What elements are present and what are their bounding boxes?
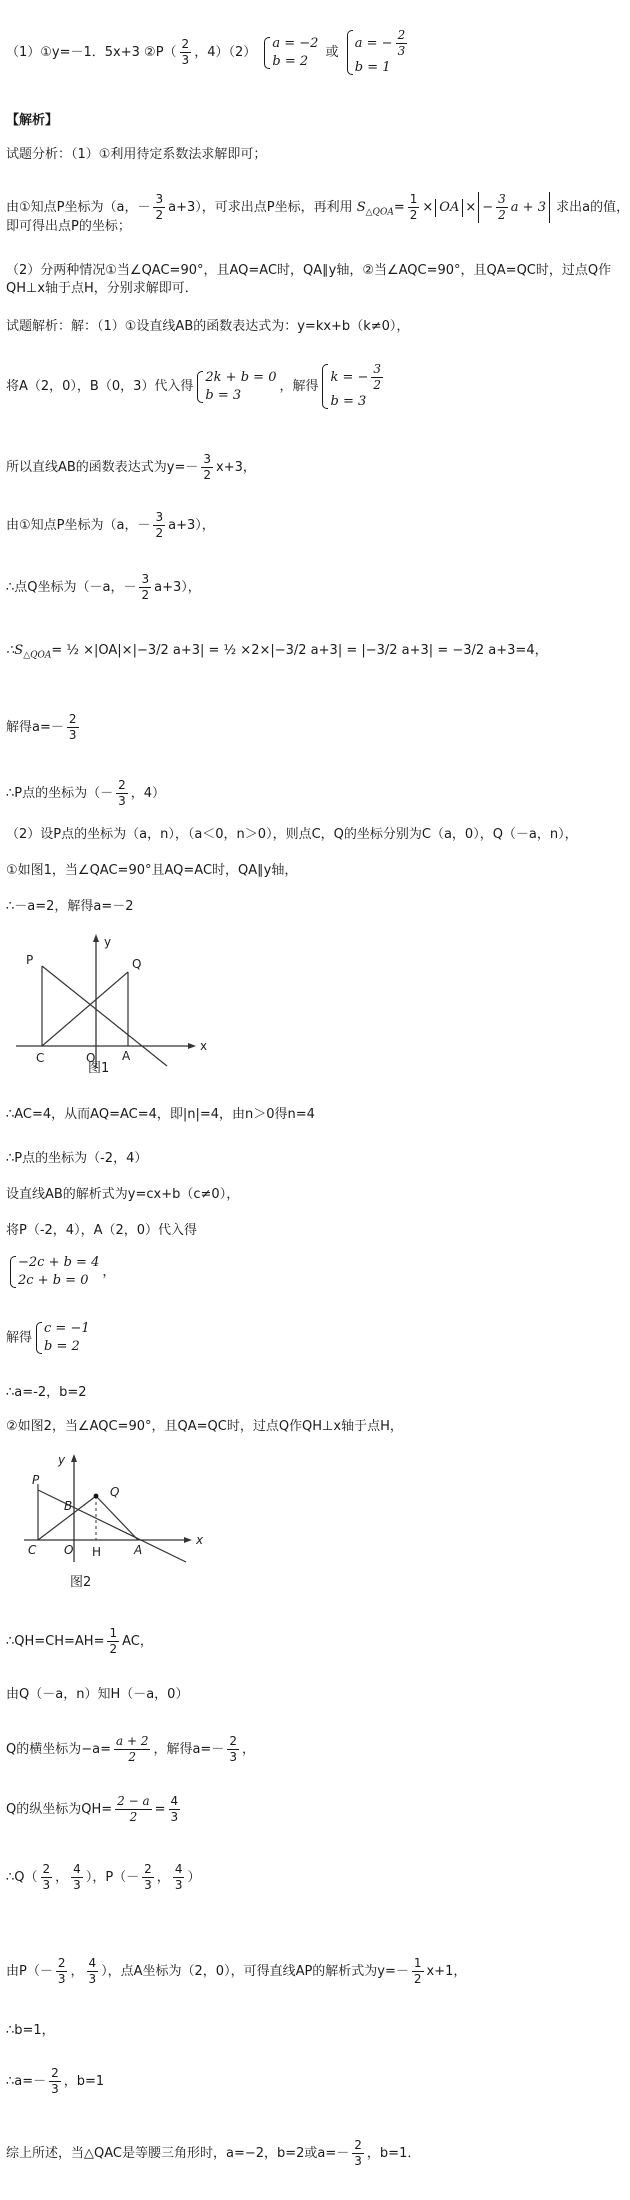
area-symbol: ∴S [6,643,24,658]
frac-den: 2 [141,588,150,602]
fig1-label-y: y [104,935,112,949]
fig2-label-q: Q [110,1485,120,1499]
fig2-y-arrow [71,1454,77,1462]
text: × [422,200,434,215]
solution-line-24 [6,1862,200,1893]
fraction [153,510,165,541]
solution-line-2 [6,362,389,411]
text: a+3）， [154,580,201,595]
fraction [169,1794,181,1825]
text: ， [156,1870,170,1885]
answer-part1: （1）①y=－1．5x+3 ②P（ [6,45,177,60]
figure-1 [12,928,212,1078]
solution-line-9: （2）设P点的坐标为（a，n），（a＜0，n＞0），则点C，Q的坐标分别为C（a，0），Q（－a，n）， [6,827,578,842]
frac-den: 2 [203,468,212,482]
system [35,1320,90,1356]
analysis-line-1: 试题分析：（1）①利用待定系数法求解即可； [6,147,267,162]
text: x+1， [426,1964,467,1979]
text: ， [70,1964,84,1979]
abs-expression: − $\frac{3}{2}$ a + 3 [478,192,550,223]
frac-den: 2 [413,1972,422,1986]
fig1-label-a: A [122,1049,131,1063]
area-subscript: △QOA [365,207,394,218]
solution-line-8 [6,778,165,809]
text: ∴Q（ [6,1870,38,1885]
solution-line-23 [6,1794,183,1825]
frac-num: 4 [170,1794,179,1808]
answer-line [6,28,413,77]
solution-line-5 [6,572,201,603]
frac-num: 1 [109,1626,118,1640]
fig2-label-c: C [28,1543,37,1557]
frac-den: 2 [109,1642,118,1656]
text: 由①知点P坐标为（a，－ [6,200,151,215]
fraction [87,1956,99,1987]
frac-den: 3 [57,1972,66,1986]
text: 所以直线AB的函数表达式为y=－ [6,460,199,475]
frac-num: 2 [42,1862,51,1876]
frac-num: 4 [88,1956,97,1970]
fraction [201,452,213,483]
text: ，b=1 [63,2074,105,2089]
frac-den: 3 [88,1972,97,1986]
text: 解得a=－ [6,720,64,735]
area-symbol: S [356,200,366,215]
fig1-line-pa [42,966,167,1066]
text: 由①知点P坐标为（a，－ [6,518,151,533]
solution-line-12: ∴AC=4，从而AQ=AC=4，即|n|=4，由n＞0得n=4 [6,1107,315,1122]
fraction [67,712,79,743]
text: = [393,200,405,215]
sys-row: −2c + b = 4 [18,1255,100,1270]
fig1-x-arrow [188,1043,196,1049]
text: 将A（2，0），B（0，3）代入得 [6,379,194,394]
text: Q的纵坐标为QH= [6,1802,113,1817]
text: ∴a=－ [6,2074,47,2089]
fraction [153,192,165,223]
solution-line-13: ∴P点的坐标为（-2，4） [6,1151,148,1166]
fraction [41,1862,53,1893]
text: ∴P点的坐标为（－ [6,786,114,801]
frac-den: 3 [118,794,126,808]
text: a + 3 [510,200,546,215]
text: ， [55,1870,69,1885]
frac-num: 4 [73,1862,81,1876]
frac-den: 2 [498,208,506,222]
sys2-fraction [396,28,408,59]
frac-num: 3 [203,452,212,466]
sys-row [330,362,386,393]
sys-row [355,28,410,59]
frac-num: 2 [68,712,77,726]
fraction [408,192,420,223]
frac-den: 2 [129,1810,138,1824]
text: ， [241,1742,255,1757]
solution-line-26: ∴b=1， [6,2023,55,2038]
system [321,362,386,411]
frac-den: 2 [155,208,164,222]
system [9,1254,99,1290]
fraction [49,2066,61,2097]
solution-line-6 [6,642,548,665]
frac-num: 3 [373,362,382,376]
solution-line-22 [6,1734,255,1765]
frac-den: 3 [181,53,190,67]
frac-num: 2 [181,37,190,51]
text: a+3），可求出点P坐标，再利用 [168,200,353,215]
text: ），点A坐标为（2，0），可得直线AP的解析式为y=－ [101,1964,409,1979]
fraction [142,1862,154,1893]
fraction [173,1862,185,1893]
sys2-a: a = − [354,36,393,51]
sys-row: b = 2 [272,53,309,69]
text: ， [102,1264,116,1280]
answer-p-fraction [180,37,192,68]
frac-den: 2 [155,526,164,540]
solution-line-19: ②如图2，当∠AQC=90°，且QA=QC时，过点Q作QH⊥x轴于点H， [6,1419,403,1434]
text: ） [187,1870,201,1885]
fig2-label-x: x [196,1533,204,1547]
sys-row: 2k + b = 0 [205,369,277,385]
fig2-point-q [94,1494,99,1499]
text: ，4） [130,786,166,801]
frac-den: 2 [409,208,418,222]
text: k = − [330,370,369,385]
frac-den: 3 [354,2154,362,2168]
frac-num: 2 [229,1734,237,1748]
fraction [56,1956,68,1987]
frac-num: 4 [174,1862,183,1876]
fraction [371,362,383,393]
area-computation: = ½ ×|OA|×|−3/2 a+3| = ½ ×2×|−3/2 a+3| = |−3/2 a+3| = −3/2 a+3=4， [51,643,548,658]
fraction [412,1956,424,1987]
abs-oa: OA [435,199,463,217]
text: × [465,200,477,215]
solution-line-20 [6,1626,153,1657]
frac-num: a + 2 [115,1734,149,1748]
text: 综上所述，当△QAC是等腰三角形时，a=−2，b=2或a=－ [6,2146,350,2161]
fraction [139,572,151,603]
system [196,369,276,405]
text: Q的横坐标为−a= [6,1742,111,1757]
sys-row: a = −2 [272,35,319,51]
fraction [352,2138,364,2169]
area-subscript: △QOA [23,650,52,661]
frac-den: 3 [174,1878,183,1892]
frac-num: 3 [141,572,150,586]
fig1-line-cq [42,972,128,1046]
fig2-x-arrow [184,1537,192,1543]
fig2-label-y: y [58,1453,66,1467]
text: ，解得 [279,379,319,394]
frac-num: 2 [118,778,126,792]
solution-line-27 [6,2066,104,2097]
fig1-label-q: Q [132,957,142,971]
sys-row: b = 3 [205,387,242,403]
frac-den: 3 [51,2082,59,2096]
answer-or: 或 [325,45,339,60]
solution-line-10: ①如图1，当∠QAC=90°且AQ=AC时，QA∥y轴， [6,863,298,878]
solution-line-17 [6,1320,93,1356]
answer-system-2 [346,28,410,77]
solution-line-3 [6,452,256,483]
text: 求出a的值， [556,200,630,215]
fig1-y-arrow [93,934,99,942]
frac-num: 2 [397,28,406,42]
sys-row: b = 2 [44,1339,80,1354]
text: x+3， [216,460,256,475]
solution-line-4 [6,510,215,541]
figure-2-caption: 图2 [70,1575,92,1590]
analysis-heading: 【解析】 [6,113,59,128]
text: ，解得a=－ [153,1742,225,1757]
frac-num: 3 [155,192,164,206]
frac-den: 3 [73,1878,81,1892]
frac-num: 1 [413,1956,422,1970]
fraction [116,778,128,809]
sys-row: b = 1 [354,60,391,75]
fig1-label-o: O [86,1051,96,1065]
text: 解得 [6,1330,33,1346]
frac-num: 2 [57,1956,66,1970]
fig2-label-h: H [92,1545,102,1559]
text: ，b=1． [366,2146,421,2161]
frac-num: 2 [354,2138,362,2152]
fig2-label-b: B [64,1499,73,1513]
solution-line-21: 由Q（－a，n）知H（－a，0） [6,1687,189,1702]
figure-1-caption: 图1 [88,1061,110,1076]
text: a+3）， [168,518,215,533]
sys-row: c = −1 [44,1321,90,1336]
fraction [496,192,508,223]
text: = [154,1802,166,1817]
analysis-line-4: （2）分两种情况①当∠QAC=90°，且AQ=AC时，QA∥y轴，②当∠AQC=90°，且QA=QC时，过点Q作 [6,263,612,278]
answer-p-tail: ，4）（2） [194,45,257,60]
solution-line-14: 设直线AB的解析式为y=cx+b（c≠0）， [6,1187,240,1202]
text: ），P（－ [85,1870,140,1885]
frac-den: 2 [128,1750,137,1764]
sys-row: b = 3 [330,394,367,409]
frac-num: 1 [409,192,418,206]
frac-num: 2 − a [117,1794,150,1808]
answer-system-1 [263,35,318,71]
fraction [107,1626,119,1657]
analysis-line-5: QH⊥x轴于点H，分别求解即可． [6,281,198,296]
solution-line-16 [6,1254,115,1290]
fraction [71,1862,83,1893]
fraction [114,1734,150,1765]
solution-line-28 [6,2138,420,2169]
frac-den: 3 [68,728,77,742]
solution-line-15: 将P（-2，4），A（2，0）代入得 [6,1223,198,1238]
solution-line-25 [6,1956,466,1987]
text: ∴点Q坐标为（－a，－ [6,580,137,595]
frac-den: 3 [170,1810,179,1824]
solution-line-11: ∴－a=2，解得a=－2 [6,899,134,914]
analysis-line-3: 即可得出点P的坐标； [6,219,131,234]
figure-2 [18,1444,208,1574]
frac-den: 3 [397,44,406,58]
fig2-line-qa [96,1496,138,1540]
frac-den: 3 [229,1750,237,1764]
frac-num: 3 [155,510,164,524]
fig2-label-p: P [32,1473,40,1487]
fig2-label-o: O [64,1543,74,1557]
frac-num: 2 [51,2066,59,2080]
sys-row: 2c + b = 0 [18,1273,89,1288]
text: ∴QH=CH=AH= [6,1634,105,1649]
fraction [115,1794,151,1825]
text: 由P（－ [6,1964,53,1979]
frac-den: 3 [144,1878,152,1892]
frac-den: 3 [42,1878,51,1892]
solution-line-18: ∴a=-2，b=2 [6,1385,87,1400]
solution-line-1: 试题解析：解：（1）①设直线AB的函数表达式为：y=kx+b（k≠0）， [6,319,410,334]
frac-num: 3 [498,192,506,206]
fraction [227,1734,239,1765]
fig1-label-c: C [36,1051,45,1065]
frac-num: 2 [144,1862,152,1876]
fig2-line-pa [38,1490,186,1562]
solution-line-7 [6,712,82,743]
text: AC， [122,1634,153,1649]
fig1-label-x: x [200,1039,208,1053]
fig1-label-p: P [26,953,34,967]
frac-den: 2 [373,378,382,392]
fig2-label-a: A [134,1543,143,1557]
